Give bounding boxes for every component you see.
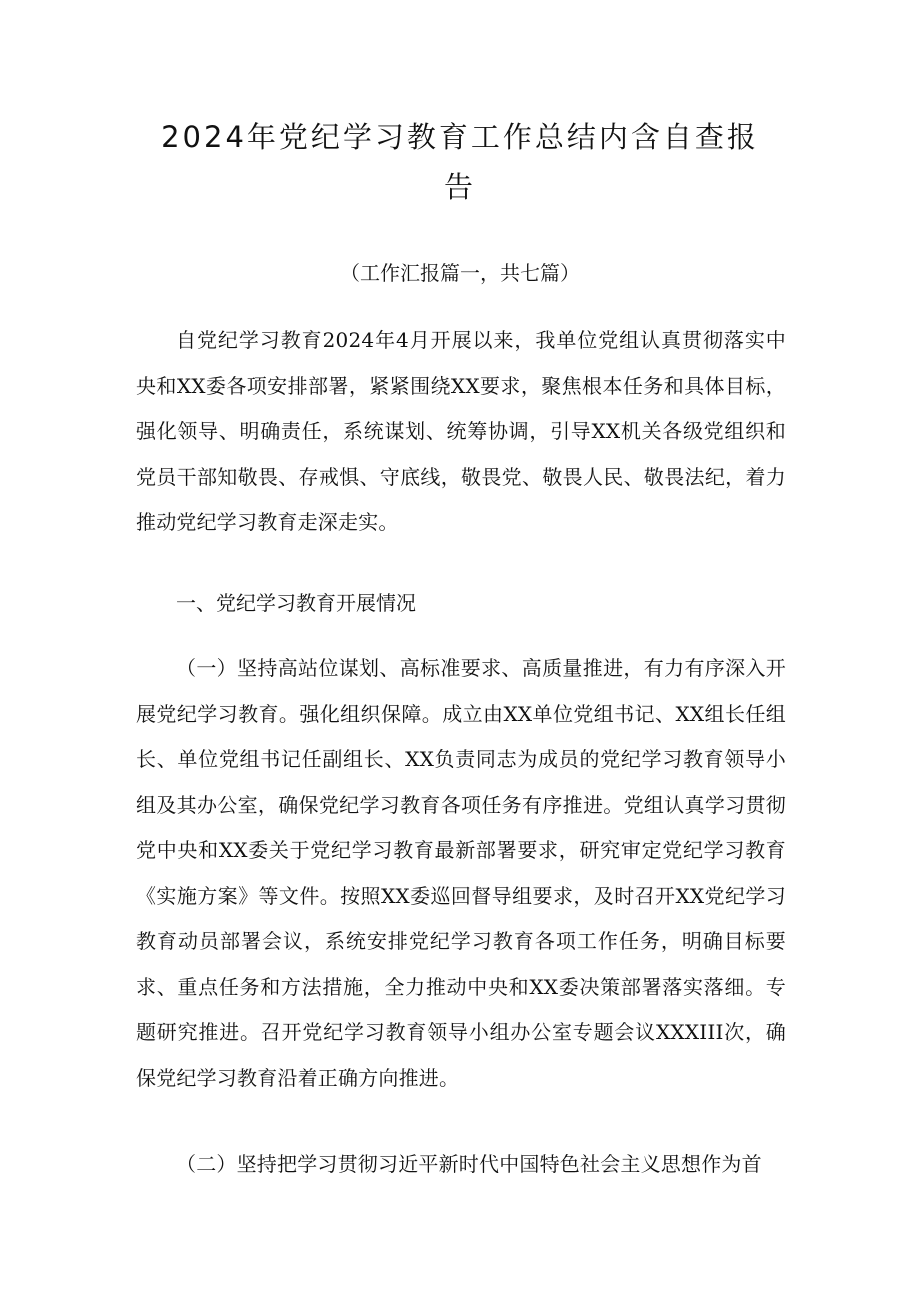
section1-paragraph-1: （一）坚持高站位谋划、高标准要求、高质量推进，有力有序深入开展党纪学习教育。强化组织保障。成立由XX单位党组书记、XX组长任组长、单位党组书记任副组长、XX负责同志为成员的党纪学习教育领导小组及其办公室，确保党纪学习教育各项任务有序推进。党组认真学习贯彻党中央和XX委关于党纪学习教育最新部署要求，研究审定党纪学习教育《实施方案》等文件。按照XX委巡回督导组要求，及时召开XX党纪学习教育动员部署会议，系统安排党纪学习教育各项工作任务，明确目标要求、重点任务和方法措施，全力推动中央和XX委决策部署落实落细。专题研究推进。召开党纪学习教育领导小组办公室专题会议XXXIII次，确保党纪学习教育沿着正确方向推进。 [136, 656, 786, 1090]
section-heading-1: 一、党纪学习教育开展情况 [176, 591, 416, 615]
section1-paragraph-2: （二）坚持把学习贯彻习近平新时代中国特色社会主义思想作为首 [176, 1152, 762, 1176]
document-title: 2024年党纪学习教育工作总结内含自查报告 [161, 120, 759, 204]
document-subtitle: （工作汇报篇一，共七篇） [340, 261, 580, 285]
intro-paragraph: 自党纪学习教育2024年4月开展以来，我单位党组认真贯彻落实中央和XX委各项安排部署，紧紧围绕XX要求，聚焦根本任务和具体目标，强化领导、明确责任，系统谋划、统筹协调，引导XX机关各级党组织和党员干部知敬畏、存戒惧、守底线，敬畏党、敬畏人民、敬畏法纪，着力推动党纪学习教育走深走实。 [136, 328, 786, 534]
